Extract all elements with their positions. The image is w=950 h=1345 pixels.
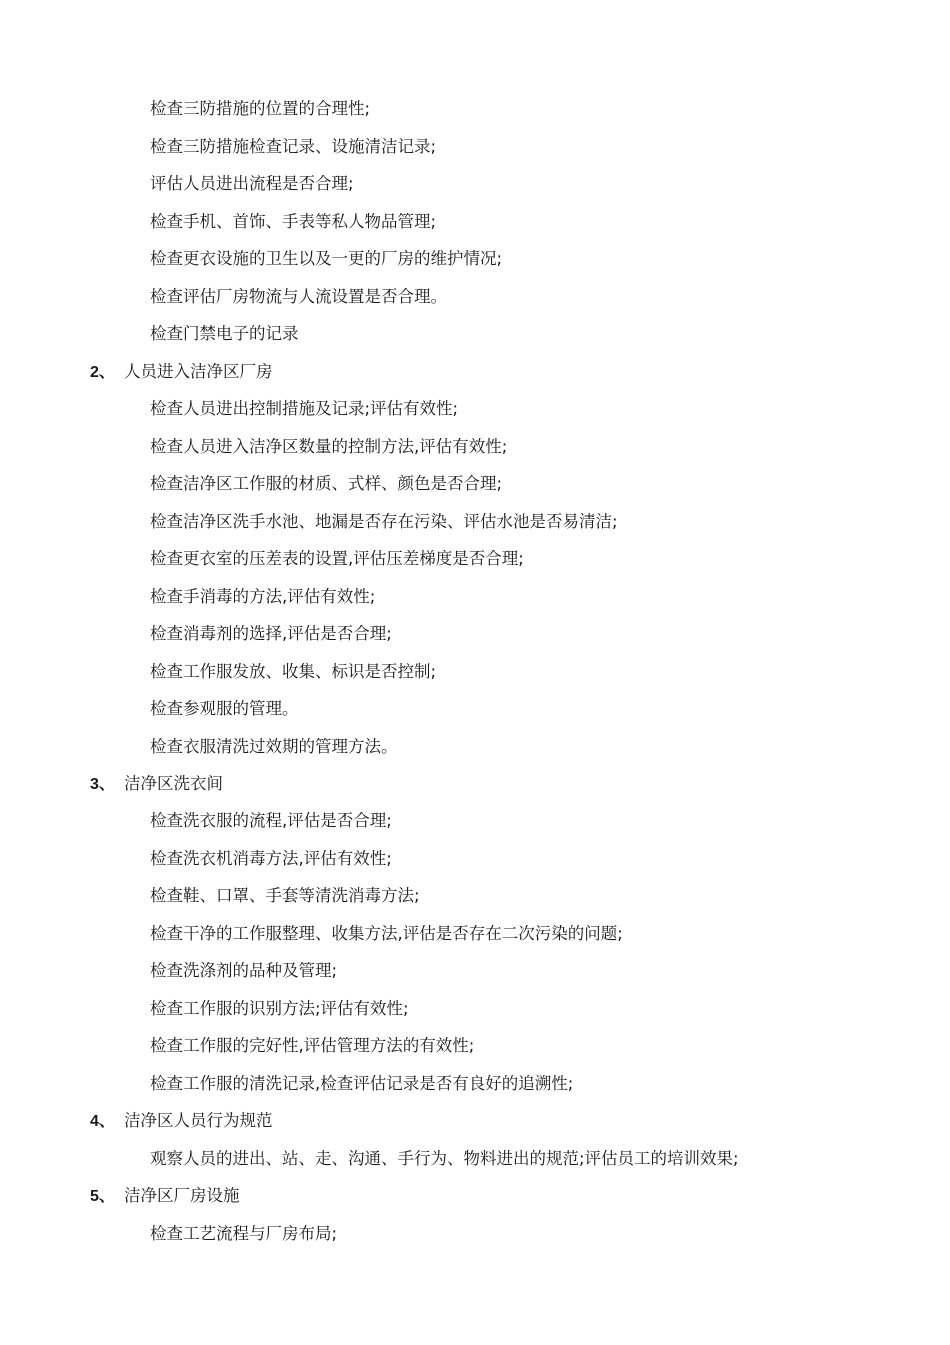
list-item: 检查消毒剂的选择,评估是否合理; [150,624,392,643]
section-number: 5、 [90,1188,115,1205]
list-item: 检查手消毒的方法,评估有效性; [150,587,376,606]
section-heading [90,359,273,385]
list-item: 检查更衣设施的卫生以及一更的厂房的维护情况; [150,249,503,268]
list-item: 检查洁净区工作服的材质、式样、颜色是否合理; [150,474,503,493]
section-title: 洁净区洗衣间 [124,774,223,793]
list-item: 检查洗衣服的流程,评估是否合理; [150,811,392,830]
section-heading [90,1108,273,1134]
section-number: 3、 [90,776,115,793]
list-item: 检查洗涤剂的品种及管理; [150,961,338,980]
list-item: 检查洁净区洗手水池、地漏是否存在污染、评估水池是否易清洁; [150,512,618,531]
list-item: 检查工作服的清洗记录,检查评估记录是否有良好的追溯性; [150,1074,574,1093]
list-item: 检查人员进入洁净区数量的控制方法,评估有效性; [150,437,508,456]
list-item: 评估人员进出流程是否合理; [150,174,354,193]
section-number: 4、 [90,1113,115,1130]
list-item: 检查工艺流程与厂房布局; [150,1224,338,1243]
list-item: 检查人员进出控制措施及记录;评估有效性; [150,399,459,418]
list-item: 检查参观服的管理。 [150,699,299,718]
section-title: 人员进入洁净区厂房 [124,362,273,381]
list-item: 检查门禁电子的记录 [150,324,299,343]
section-title: 洁净区厂房设施 [124,1186,240,1205]
list-item: 检查工作服的识别方法;评估有效性; [150,999,409,1018]
section-title: 洁净区人员行为规范 [124,1111,273,1130]
list-item: 检查工作服的完好性,评估管理方法的有效性; [150,1036,475,1055]
list-item: 检查鞋、口罩、手套等清洗消毒方法; [150,886,420,905]
list-item: 检查三防措施的位置的合理性; [150,99,371,118]
section-heading [90,771,223,797]
list-item: 检查三防措施检查记录、设施清洁记录; [150,137,437,156]
list-item: 检查洗衣机消毒方法,评估有效性; [150,849,392,868]
list-item: 检查手机、首饰、手表等私人物品管理; [150,212,437,231]
section-number: 2、 [90,364,115,381]
list-item: 检查衣服清洗过效期的管理方法。 [150,737,398,756]
list-item: 检查干净的工作服整理、收集方法,评估是否存在二次污染的问题; [150,924,623,943]
list-item: 观察人员的进出、站、走、沟通、手行为、物料进出的规范;评估员工的培训效果; [150,1149,739,1168]
list-item: 检查工作服发放、收集、标识是否控制; [150,662,437,681]
section-heading [90,1183,240,1209]
list-item: 检查更衣室的压差表的设置,评估压差梯度是否合理; [150,549,524,568]
list-item: 检查评估厂房物流与人流设置是否合理。 [150,287,447,306]
